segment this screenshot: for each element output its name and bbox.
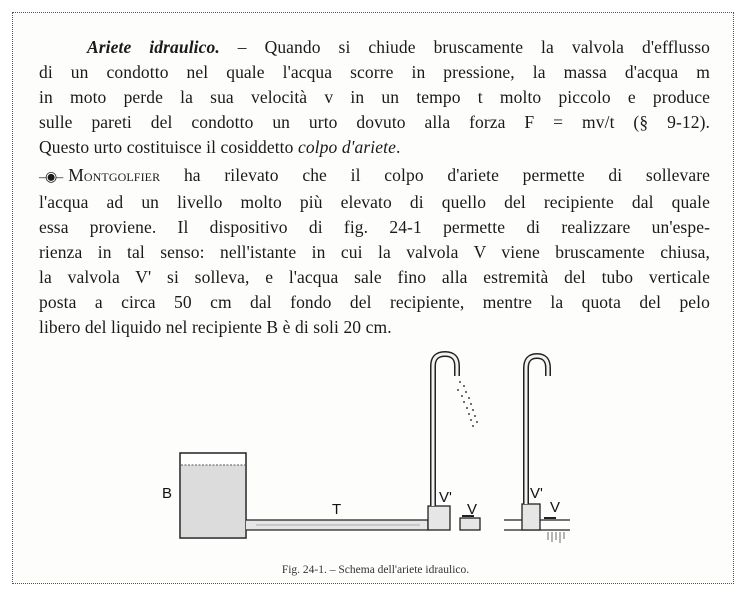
vertical-tube [433,354,457,506]
label-b: B [162,485,173,502]
para1-line-2: in moto perde la sua velocità v in un tempo t molto piccolo e produce [39,87,710,107]
section-title: Ariete idraulico. [87,37,220,57]
label-t: T [332,501,342,518]
valve-v-seat [460,518,480,530]
para1-line-0: – Quando si chiude bruscamente la valvola d'efflusso [219,37,710,57]
paragraph-marker-icon: –◉– [39,170,63,185]
para2-line-4: la valvola V' si solleva, e l'acqua sale fino alla estremità del tubo verticale [39,267,710,287]
para2-line-1: l'acqua ad un livello molto più elevato di quello del recipiente dal quale [39,192,710,212]
label-v-1: V [467,501,478,518]
hydraulic-ram-figure [160,348,580,563]
detail-outflow [548,532,564,543]
vertical-tube-inner [433,354,457,506]
colpo-ariete-term: colpo d'ariete [297,137,396,157]
para1-line-1: di un condotto nel quale l'acqua scorre in pressione, la massa d'acqua m [39,62,710,82]
label-v-prime-2: V' [530,485,543,502]
para2-line-2: essa proviene. Il dispositivo di fig. 24-1 permette di realizzare un'espe- [39,217,710,237]
para2-line-0: ha rilevato che il colpo d'ariete permette di sollevare [160,165,710,185]
paragraph-montgolfier [39,163,710,340]
detail-vertical-tube-inner [526,356,548,504]
detail-valve-chamber [522,504,540,530]
spray-droplets [457,381,478,427]
device-right [504,356,570,543]
paragraph-ariete [39,35,710,160]
para1-period: . [395,137,401,157]
para1-line-3: sulle pareti del condotto un urto dovuto alla forza F = mv/t (§ 9-12). [39,112,710,132]
pipe-t [246,520,428,530]
para1-line-4: Questo urto costituisce il cosiddetto [39,137,298,157]
valve-chamber [428,506,450,530]
montgolfier-name: Montgolfier [68,165,161,185]
label-v-prime-1: V' [439,489,452,506]
detail-vertical-tube [526,356,548,504]
label-v-2: V [550,499,561,516]
reservoir-water [181,465,245,537]
para2-line-5: posta a circa 50 cm dal fondo del recipiente, mentre la quota del pelo [39,292,710,312]
reservoir-b [180,453,246,538]
para2-line-3: rienza in tal senso: nell'istante in cui la valvola V viene bruscamente chiusa, [39,242,710,262]
para2-line-6: libero del liquido nel recipiente B è di soli 20 cm. [39,317,392,337]
figure-caption: Fig. 24-1. – Schema dell'ariete idraulico. [281,564,470,576]
